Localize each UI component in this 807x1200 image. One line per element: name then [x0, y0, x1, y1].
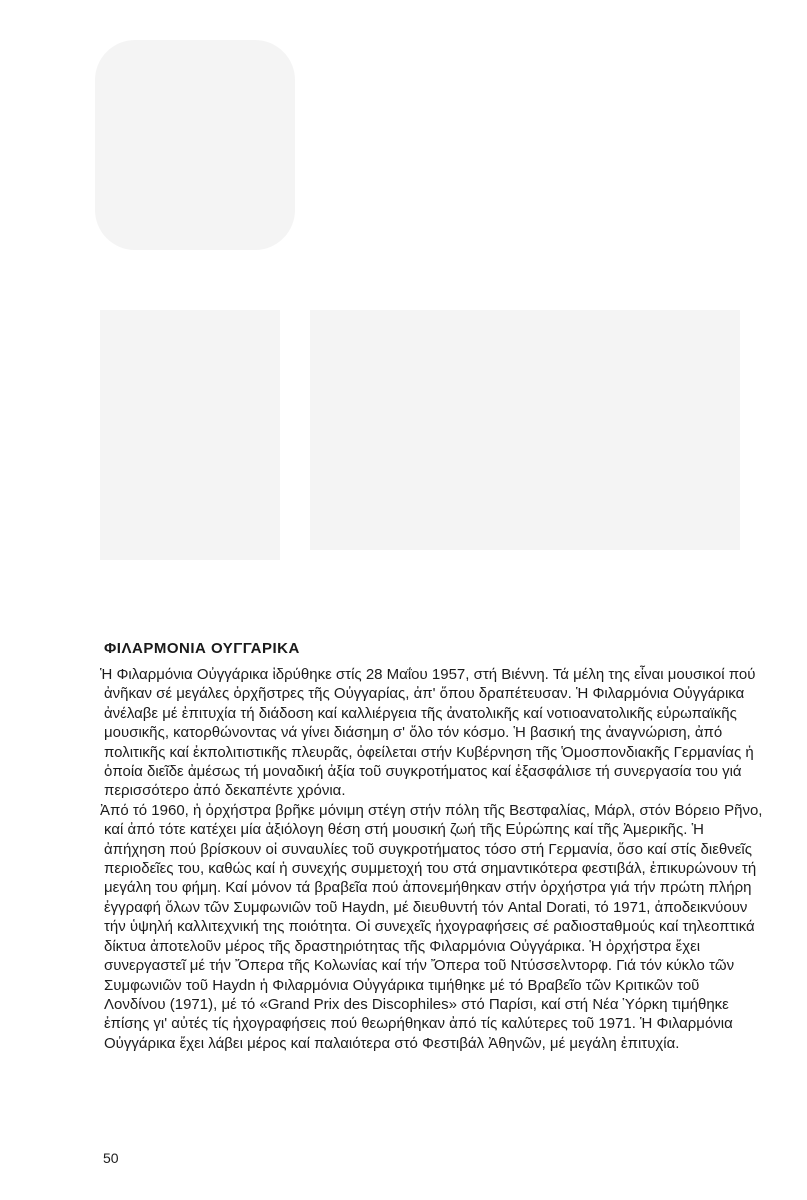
- article-body: [100, 665, 764, 1053]
- article-paragraph: Ἀπό τό 1960, ἡ ὀρχήστρα βρῆκε μόνιμη στέγη στήν πόλη τῆς Βεστφαλίας, Μάρλ, στόν Βόρειο Ρῆνο, καί ἀπό τότε κατέχει μία ἀξιόλογη θέση στή μουσική ζωή τῆς Εὐρώπης καί τῆς Ἀμερικῆς. Ἡ ἀπήχηση πού βρίσκουν οἱ συναυλίες τοῦ συγκροτήματος τόσο στή Γερμανία, ὅσο καί στίς διεθνεῖς περιοδεῖες του, καθώς καί ἡ συνεχής συμμετοχή του στά σημαντικότερα φεστιβάλ, ἐπικυρώνουν τή μεγάλη του φήμη. Καί μόνον τά βραβεῖα πού ἀπονεμήθηκαν στήν ὀρχήστρα γιά τήν πρώτη πλήρη ἐγγραφή ὅλων τῶν Συμφωνιῶν τοῦ Haydn, μέ διευθυντή τόν Antal Dorati, τό 1971, ἀποδεικνύουν τήν ὑψηλή καλλιτεχνική της ποιότητα. Οἱ συνεχεῖς ἠχογραφήσεις σέ ραδιοσταθμούς καί τηλεοπτικά δίκτυα ἀποτελοῦν μέρος τῆς δραστηριότητας τῆς Φιλαρμόνια Οὐγγάρικα. Ἡ ὀρχήστρα ἔχει συνεργαστεῖ μέ τήν Ὄπερα τῆς Κολωνίας καί τήν Ὄπερα τοῦ Ντύσσελντορφ. Γιά τόν κύκλο τῶν Συμφωνιῶν τοῦ Haydn ἡ Φιλαρμόνια Οὐγγάρικα τιμήθηκε μέ τό Βραβεῖο τῶν Κριτικῶν τοῦ Λονδίνου (1971), μέ τό «Grand Prix des Discophiles» στό Παρίσι, καί στή Νέα Ὑόρκη τιμήθηκε ἐπίσης γι' αὐτές τίς ἠχογραφήσεις πού θεωρήθηκαν ἀπό τίς καλύτερες τοῦ 1971. Ἡ Φιλαρμόνια Οὐγγάρικα ἔχει λάβει μέρος καί παλαιότερα στό Φεστιβάλ Ἀθηνῶν, μέ μεγάλη ἐπιτυχία.: [100, 801, 763, 1052]
- article-title: ΦΙΛΑΡΜΟΝΙΑ ΟΥΓΓΑΡΙΚΑ: [104, 640, 300, 657]
- show-through-mark: [95, 40, 295, 250]
- show-through-mark: [100, 310, 280, 560]
- show-through-mark: [310, 310, 740, 550]
- article-paragraph: Ἡ Φιλαρμόνια Οὐγγάρικα ἱδρύθηκε στίς 28 Μαΐου 1957, στή Βιέννη. Τά μέλη της εἶναι μουσικοί πού ἀνῆκαν σέ μεγάλες ὀρχῆστρες τῆς Οὐγγαρίας, ἀπ' ὅπου δραπέτευσαν. Ἡ Φιλαρμόνια Οὐγγάρικα ἀνέλαβε μέ ἐπιτυχία τή διάδοση καί καλλιέργεια τῆς ἀνατολικῆς καί νοτιοανατολικῆς εὐρωπαϊκῆς μουσικῆς, κατορθώνοντας νά γίνει διάσημη σ' ὅλο τόν κόσμο. Ἡ βασική της ἀναγνώριση, ἀπό πολιτικῆς καί ἐκπολιτιστικῆς πλευρᾶς, ὀφείλεται στήν Κυβέρνηση τῆς Ὁμοσπονδιακῆς Γερμανίας ἡ ὁποία διεῖδε ἀμέσως τή μοναδική ἀξία τοῦ συγκροτήματος καί ἐξασφάλισε τή συνεργασία του γιά περισσότερο ἀπό δεκαπέντε χρόνια.: [100, 666, 756, 800]
- page-number: 50: [103, 1150, 119, 1166]
